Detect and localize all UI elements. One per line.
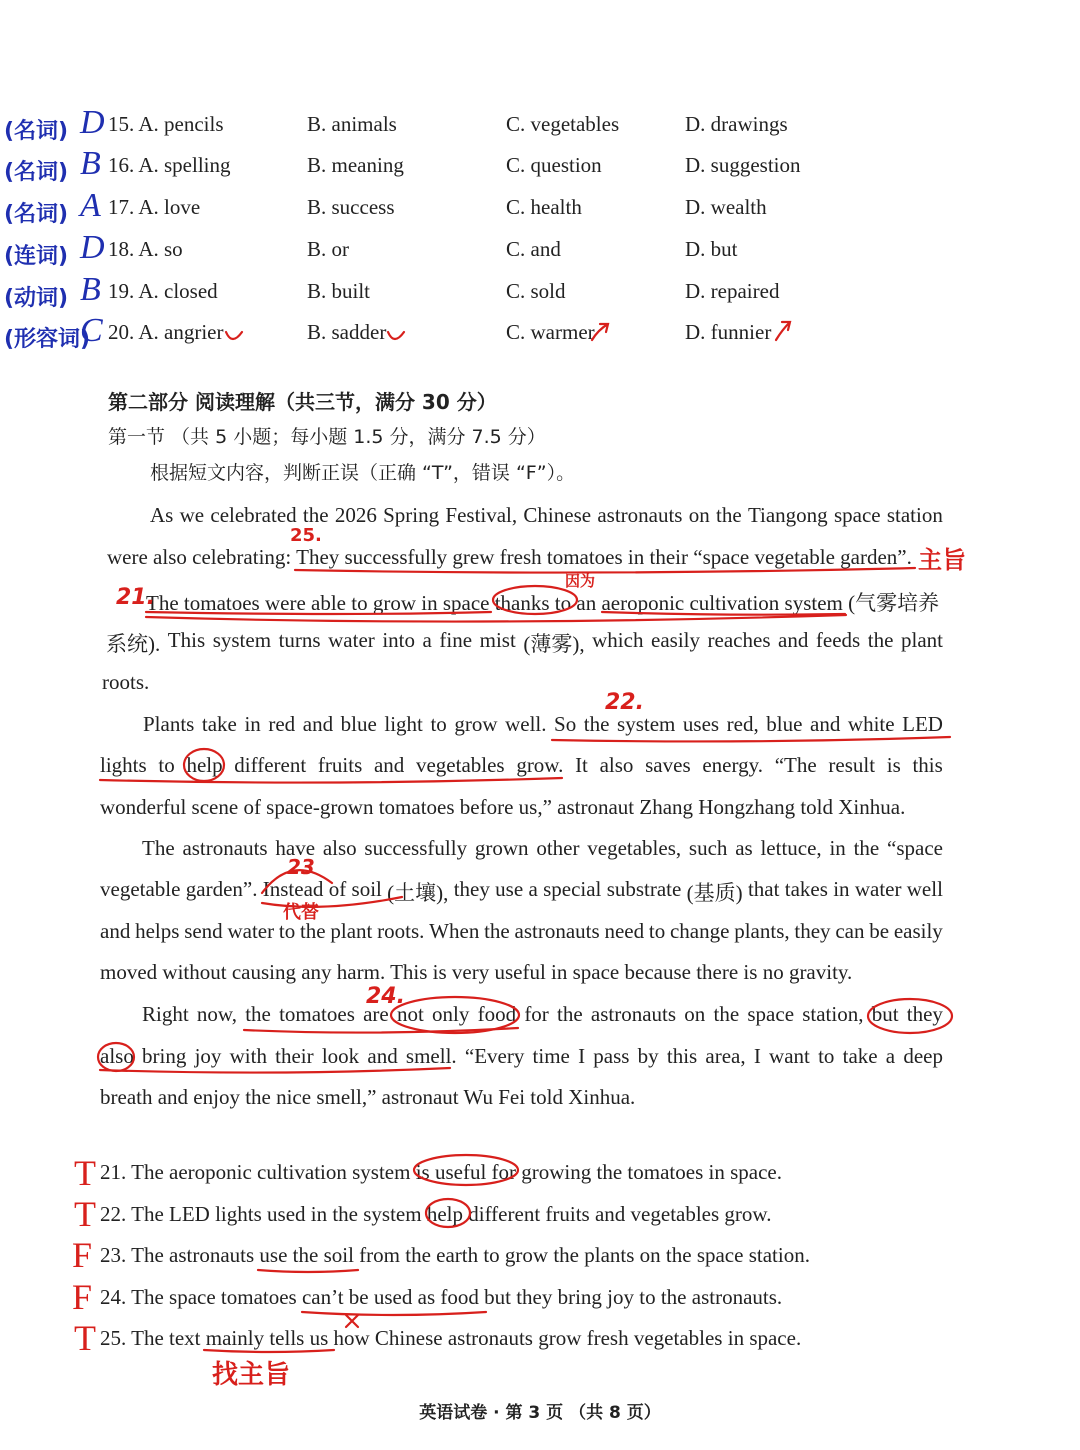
question-21: 21. The aeroponic cultivation system is useful for growing the tomatoes in space. — [100, 1160, 782, 1184]
passage-word: take — [842, 1044, 878, 1068]
passage-word: roots. — [377, 919, 425, 943]
handwritten-note: 23 — [287, 855, 315, 879]
passage-word: look — [321, 1044, 360, 1068]
option-b: B. success — [307, 195, 395, 219]
handwritten-word-class-note: (名词) — [4, 160, 69, 185]
passage-line — [143, 712, 943, 737]
handwritten-note: 找主旨 — [212, 1360, 291, 1390]
answer-mark: T — [74, 1153, 96, 1193]
passage-word: astronauts — [182, 836, 268, 860]
passage-word: only — [432, 1002, 470, 1026]
passage-word: station — [886, 503, 943, 527]
passage-word: well. — [505, 712, 547, 736]
passage-word: different — [234, 753, 307, 777]
passage-word: a — [885, 1044, 896, 1068]
passage-word: takes — [784, 877, 828, 901]
handwritten-answer: D — [80, 104, 105, 141]
passage-word: and — [778, 628, 809, 652]
handwritten-note: 主旨 — [918, 546, 966, 574]
passage-word: celebrated — [210, 503, 297, 527]
passage-line — [100, 877, 943, 907]
passage-word: be — [869, 919, 890, 943]
passage-word: tomatoes — [279, 1002, 355, 1026]
passage-word: to — [818, 1044, 835, 1068]
passage-word: also — [100, 1044, 134, 1068]
passage-line — [150, 503, 943, 528]
passage-word: Chinese — [523, 503, 592, 527]
passage-word: such — [688, 836, 728, 860]
passage-line — [100, 753, 943, 778]
passage-word: saves — [645, 753, 691, 777]
option-c: C. warmer — [506, 320, 595, 344]
question-23: 23. The astronauts use the soil from the earth to grow the plants on the space station. — [100, 1243, 810, 1267]
passage-word: (薄雾), — [523, 632, 585, 656]
passage-word: change — [669, 919, 730, 943]
handwritten-note: 21. — [116, 585, 155, 610]
answer-mark: T — [74, 1318, 96, 1358]
option-b: B. sadder — [307, 320, 387, 344]
option-d: D. but — [685, 237, 738, 261]
passage-line — [100, 919, 943, 944]
passage-word: to — [430, 712, 447, 736]
passage-word: blue — [766, 712, 803, 736]
option-b: B. or — [307, 237, 349, 261]
passage-line: were also celebrating: They successfully grew fresh tomatoes in their “space vegetable garden”. — [107, 545, 912, 569]
option-d: D. suggestion — [685, 153, 801, 177]
option-d: D. repaired — [685, 279, 780, 303]
handwritten-note: 24. — [366, 984, 405, 1009]
passage-word: smell. — [405, 1044, 457, 1068]
passage-word: easily — [651, 628, 700, 652]
passage-word: also — [322, 836, 357, 860]
passage-word: grow — [454, 712, 498, 736]
passage-word: This — [167, 628, 206, 652]
passage-word: the — [583, 712, 610, 736]
passage-word: deep — [903, 1044, 943, 1068]
passage-word: a — [528, 877, 538, 901]
passage-word: the — [299, 919, 326, 943]
passage-word: astronauts — [597, 503, 683, 527]
option-c: C. vegetables — [506, 112, 620, 136]
passage-word: red, — [726, 712, 759, 736]
passage-word: Tiangong — [747, 503, 828, 527]
passage-word: So — [554, 712, 577, 736]
passage-word: on — [684, 1002, 706, 1026]
page-footer: 英语试卷 · 第 3 页 （共 8 页） — [419, 1403, 661, 1423]
passage-word: as — [735, 836, 753, 860]
passage-word: As — [150, 503, 174, 527]
passage-word: with — [229, 1044, 267, 1068]
passage-word: “space — [887, 836, 943, 860]
passage-word: the — [716, 503, 742, 527]
option-a: 18. A. so — [108, 237, 183, 261]
handwritten-answer: B — [80, 271, 101, 308]
handwritten-word-class-note: (形容词) — [4, 327, 91, 352]
passage-word: energy. — [702, 753, 763, 777]
option-b: B. animals — [307, 112, 397, 136]
passage-word: but — [871, 1002, 899, 1026]
passage-word: successfully — [364, 836, 468, 860]
passage-word: of — [328, 877, 347, 901]
passage-word: red — [268, 712, 296, 736]
passage-word: blue — [340, 712, 377, 736]
passage-line — [142, 836, 943, 861]
passage-word: astronauts — [514, 919, 600, 943]
handwritten-word-class-note: (名词) — [4, 202, 69, 227]
passage-word: space — [747, 1002, 795, 1026]
option-c: C. sold — [506, 279, 566, 303]
passage-word: can — [835, 919, 865, 943]
passage-word: food — [477, 1002, 517, 1026]
passage-word: water — [227, 919, 275, 943]
passage-word: are — [363, 1002, 389, 1026]
passage-word: for — [524, 1002, 549, 1026]
passage-word: plant — [900, 628, 943, 652]
passage-word: plant — [330, 919, 373, 943]
answer-mark: T — [74, 1194, 96, 1234]
passage-word: “The — [774, 753, 817, 777]
passage-word: lettuce, — [760, 836, 822, 860]
question-22: 22. The LED lights used in the system help different fruits and vegetables grow. — [100, 1202, 772, 1226]
passage-word: and — [302, 712, 334, 736]
passage-word: result — [828, 753, 876, 777]
passage-word: When — [429, 919, 480, 943]
passage-word: not — [396, 1002, 424, 1026]
section-subtitle: 第一节 （共 5 小题；每小题 1.5 分，满分 7.5 分） — [108, 426, 546, 448]
passage-word: feeds — [815, 628, 861, 652]
passage-word: Spring — [383, 503, 440, 527]
passage-word: It — [575, 753, 588, 777]
passage-word: use — [495, 877, 524, 901]
passage-word: time — [532, 1044, 570, 1068]
passage-word: and — [100, 919, 131, 943]
passage-word: grow. — [516, 753, 564, 777]
passage-word: and — [373, 753, 405, 777]
passage-word: 2026 — [334, 503, 377, 527]
passage-word: and — [367, 1044, 398, 1068]
option-a: 20. A. angrier — [108, 320, 224, 344]
passage-word: Plants — [143, 712, 195, 736]
handwritten-answer: C — [80, 312, 103, 349]
passage-word: Right — [142, 1002, 189, 1026]
passage-word: special — [543, 877, 602, 901]
passage-line: roots. — [102, 670, 150, 694]
passage-word: white — [847, 712, 895, 736]
option-a: 16. A. spelling — [108, 153, 231, 177]
passage-line — [142, 1002, 943, 1027]
passage-word: Festival, — [445, 503, 518, 527]
passage-word: in — [833, 877, 850, 901]
passage-word: the — [867, 628, 894, 652]
passage-word: grown — [474, 836, 529, 860]
passage-word: I — [578, 1044, 586, 1068]
passage-line: breath and enjoy the nice smell,” astronaut Wu Fei told Xinhua. — [100, 1085, 636, 1109]
passage-word: this — [912, 753, 943, 777]
passage-word: need — [604, 919, 645, 943]
passage-word: (土壤), — [387, 881, 449, 905]
passage-word: water — [328, 628, 375, 652]
passage-word: a — [422, 628, 432, 652]
option-a: 19. A. closed — [108, 279, 218, 303]
option-d: D. drawings — [685, 112, 788, 136]
passage-word: now, — [196, 1002, 237, 1026]
passage-word: system — [617, 712, 676, 736]
passage-word: “Every — [464, 1044, 525, 1068]
passage-line: moved without causing any harm. This is very useful in space because there is no gravity. — [100, 960, 853, 984]
option-b: B. built — [307, 279, 371, 303]
passage-word: and — [810, 712, 841, 736]
passage-word: Instead — [262, 877, 324, 901]
passage-word: mist — [479, 628, 516, 652]
question-24: 24. The space tomatoes can’t be used as food but they bring joy to the astronauts. — [100, 1285, 783, 1309]
passage-word: vegetables — [415, 753, 505, 777]
passage-word: to — [278, 919, 296, 943]
passage-word: vegetable — [100, 877, 181, 901]
option-c: C. question — [506, 153, 602, 177]
passage-word: the — [713, 1002, 740, 1026]
passage-word: in — [829, 836, 846, 860]
passage-word: want — [769, 1044, 810, 1068]
answer-mark: F — [72, 1277, 93, 1317]
passage-word: area, — [705, 1044, 746, 1068]
passage-word: the — [557, 1002, 583, 1026]
option-a: 17. A. love — [108, 195, 201, 219]
handwritten-note: 代替 — [283, 902, 319, 923]
passage-word: light — [384, 712, 423, 736]
option-c: C. health — [506, 195, 582, 219]
handwritten-word-class-note: (连词) — [4, 244, 69, 269]
option-a: 15. A. pencils — [108, 112, 224, 136]
passage-word: other — [536, 836, 580, 860]
passage-word: which — [592, 628, 644, 652]
passage-line: The tomatoes were able to grow in space thanks to an aeroponic cultivation system (气雾培养 — [146, 591, 940, 615]
passage-word: the — [853, 836, 880, 860]
handwritten-note: 25. — [290, 525, 322, 546]
passage-word: reaches — [707, 628, 771, 652]
passage-word: on — [688, 503, 710, 527]
passage-word: this — [666, 1044, 698, 1068]
question-25: 25. The text mainly tells us how Chinese astronauts grow fresh vegetables in space. — [100, 1326, 802, 1350]
passage-word: plants, — [734, 919, 790, 943]
passage-word: help — [186, 753, 223, 777]
passage-word: fruits — [317, 753, 363, 777]
passage-word: helps — [135, 919, 180, 943]
passage-word: by — [637, 1044, 659, 1068]
passage-word: soil — [351, 877, 382, 901]
handwritten-note: 22. — [605, 690, 644, 715]
passage-line — [100, 1044, 943, 1069]
passage-word: LED — [902, 712, 943, 736]
option-c: C. and — [506, 237, 561, 261]
passage-word: in — [244, 712, 261, 736]
passage-word: uses — [682, 712, 720, 736]
handwritten-answer: A — [80, 187, 101, 224]
passage-word: easily — [893, 919, 943, 943]
passage-word: system — [212, 628, 272, 652]
passage-word: joy — [194, 1044, 222, 1068]
passage-word: station, — [802, 1002, 864, 1026]
passage-word: send — [184, 919, 223, 943]
passage-word: I — [753, 1044, 761, 1068]
section-instruction: 根据短文内容，判断正误（正确 “T”，错误 “F”）。 — [150, 462, 576, 484]
passage-word: they — [794, 919, 831, 943]
passage-word: take — [201, 712, 237, 736]
answer-mark: F — [72, 1235, 93, 1275]
handwritten-note: 因为 — [565, 572, 596, 590]
passage-word: fine — [439, 628, 473, 652]
handwritten-word-class-note: (动词) — [4, 286, 69, 311]
passage-line — [106, 628, 943, 658]
passage-word: to — [648, 919, 666, 943]
passage-word: the — [245, 1002, 271, 1026]
handwritten-answer: B — [80, 145, 101, 182]
passage-word: to — [158, 753, 175, 777]
section-title: 第二部分 阅读理解（共三节，满分 30 分） — [108, 390, 497, 414]
passage-word: vegetables, — [587, 836, 682, 860]
passage-word: well — [906, 877, 943, 901]
passage-word: also — [599, 753, 634, 777]
passage-word: water — [854, 877, 902, 901]
passage-word: we — [179, 503, 205, 527]
passage-word: substrate — [606, 877, 682, 901]
passage-word: 系统). — [106, 632, 161, 656]
option-d: D. funnier — [685, 320, 772, 344]
passage-word: turns — [278, 628, 321, 652]
passage-word: astronauts — [590, 1002, 677, 1026]
option-d: D. wealth — [685, 195, 767, 219]
passage-word: their — [275, 1044, 314, 1068]
passage-word: that — [747, 877, 780, 901]
passage-word: garden”. — [185, 877, 258, 901]
passage-word: space — [833, 503, 881, 527]
passage-word: the — [484, 919, 510, 943]
passage-word: bring — [142, 1044, 187, 1068]
passage-word: have — [275, 836, 316, 860]
passage-word: pass — [593, 1044, 630, 1068]
passage-word: the — [302, 503, 329, 527]
passage-word: they — [906, 1002, 943, 1026]
passage-word: lights — [100, 753, 147, 777]
passage-word: The — [142, 836, 175, 860]
passage-word: into — [382, 628, 415, 652]
passage-word: (基质) — [686, 881, 743, 905]
passage-word: is — [886, 753, 901, 777]
handwritten-answer: D — [80, 229, 105, 266]
passage-word: they — [453, 877, 490, 901]
handwritten-word-class-note: (名词) — [4, 119, 69, 144]
passage-line: wonderful scene of space-grown tomatoes before us,” astronaut Zhang Hongzhang told Xinhua. — [100, 795, 906, 819]
option-b: B. meaning — [307, 153, 404, 177]
